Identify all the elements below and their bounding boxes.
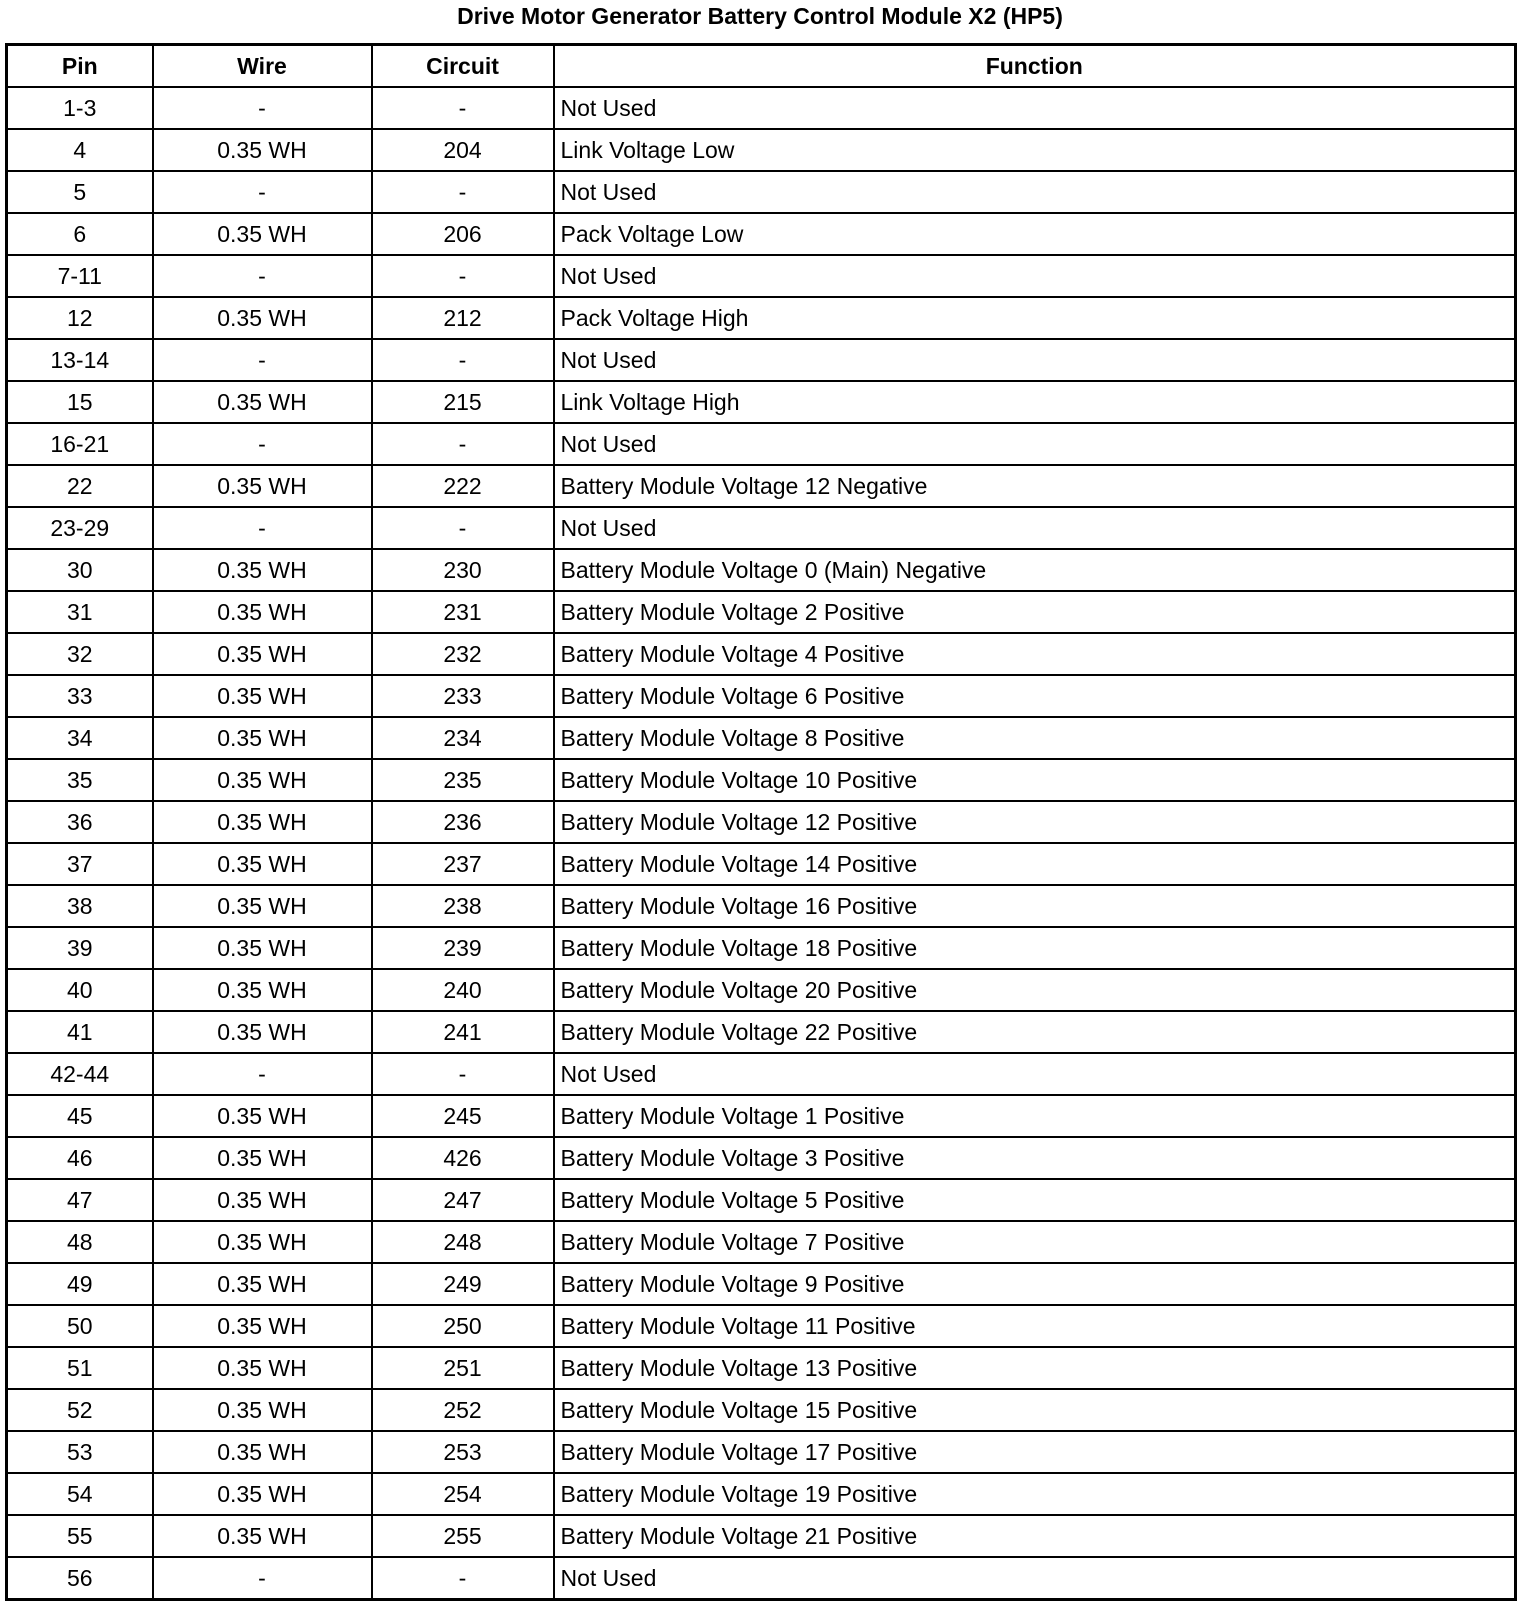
cell-wire: 0.35 WH <box>153 759 372 801</box>
cell-function: Pack Voltage Low <box>554 213 1516 255</box>
cell-function: Battery Module Voltage 19 Positive <box>554 1473 1516 1515</box>
cell-wire: 0.35 WH <box>153 1305 372 1347</box>
cell-circuit: 251 <box>372 1347 554 1389</box>
cell-function: Battery Module Voltage 15 Positive <box>554 1389 1516 1431</box>
cell-circuit: 248 <box>372 1221 554 1263</box>
cell-pin: 47 <box>7 1179 153 1221</box>
cell-circuit: - <box>372 1557 554 1600</box>
cell-circuit: 232 <box>372 633 554 675</box>
cell-wire: - <box>153 507 372 549</box>
cell-function: Battery Module Voltage 20 Positive <box>554 969 1516 1011</box>
cell-circuit: - <box>372 171 554 213</box>
cell-wire: 0.35 WH <box>153 927 372 969</box>
cell-pin: 40 <box>7 969 153 1011</box>
cell-pin: 37 <box>7 843 153 885</box>
cell-function: Battery Module Voltage 22 Positive <box>554 1011 1516 1053</box>
cell-function: Not Used <box>554 507 1516 549</box>
table-row <box>7 1011 1516 1053</box>
cell-wire: 0.35 WH <box>153 801 372 843</box>
cell-wire: 0.35 WH <box>153 1389 372 1431</box>
cell-wire: 0.35 WH <box>153 885 372 927</box>
table-body <box>7 87 1516 1600</box>
cell-pin: 56 <box>7 1557 153 1600</box>
cell-pin: 50 <box>7 1305 153 1347</box>
cell-pin: 13-14 <box>7 339 153 381</box>
table-row <box>7 1557 1516 1600</box>
table-row <box>7 1305 1516 1347</box>
cell-function: Battery Module Voltage 18 Positive <box>554 927 1516 969</box>
cell-pin: 55 <box>7 1515 153 1557</box>
cell-pin: 48 <box>7 1221 153 1263</box>
table-row <box>7 1515 1516 1557</box>
table-row <box>7 1221 1516 1263</box>
table-row <box>7 717 1516 759</box>
cell-pin: 54 <box>7 1473 153 1515</box>
cell-function: Battery Module Voltage 8 Positive <box>554 717 1516 759</box>
cell-wire: - <box>153 171 372 213</box>
cell-function: Battery Module Voltage 6 Positive <box>554 675 1516 717</box>
cell-circuit: 426 <box>372 1137 554 1179</box>
table-row <box>7 297 1516 339</box>
cell-wire: 0.35 WH <box>153 465 372 507</box>
cell-wire: - <box>153 255 372 297</box>
cell-function: Battery Module Voltage 9 Positive <box>554 1263 1516 1305</box>
cell-circuit: - <box>372 87 554 129</box>
cell-function: Battery Module Voltage 12 Negative <box>554 465 1516 507</box>
cell-wire: 0.35 WH <box>153 1515 372 1557</box>
cell-circuit: 233 <box>372 675 554 717</box>
table-row <box>7 1095 1516 1137</box>
cell-function: Battery Module Voltage 10 Positive <box>554 759 1516 801</box>
cell-pin: 22 <box>7 465 153 507</box>
cell-circuit: 252 <box>372 1389 554 1431</box>
table-row <box>7 255 1516 297</box>
cell-pin: 38 <box>7 885 153 927</box>
column-header-function: Function <box>554 45 1516 88</box>
column-header-circuit: Circuit <box>372 45 554 88</box>
table-row <box>7 1347 1516 1389</box>
cell-circuit: 240 <box>372 969 554 1011</box>
cell-pin: 16-21 <box>7 423 153 465</box>
cell-wire: - <box>153 339 372 381</box>
cell-circuit: 241 <box>372 1011 554 1053</box>
cell-wire: 0.35 WH <box>153 633 372 675</box>
cell-function: Not Used <box>554 1053 1516 1095</box>
cell-circuit: 204 <box>372 129 554 171</box>
cell-pin: 33 <box>7 675 153 717</box>
cell-circuit: 253 <box>372 1431 554 1473</box>
table-row <box>7 675 1516 717</box>
cell-function: Battery Module Voltage 21 Positive <box>554 1515 1516 1557</box>
cell-function: Battery Module Voltage 17 Positive <box>554 1431 1516 1473</box>
cell-wire: 0.35 WH <box>153 1137 372 1179</box>
table-header-row <box>7 45 1516 88</box>
cell-pin: 42-44 <box>7 1053 153 1095</box>
cell-circuit: - <box>372 255 554 297</box>
cell-function: Battery Module Voltage 13 Positive <box>554 1347 1516 1389</box>
cell-circuit: 231 <box>372 591 554 633</box>
cell-circuit: 235 <box>372 759 554 801</box>
cell-pin: 52 <box>7 1389 153 1431</box>
cell-pin: 46 <box>7 1137 153 1179</box>
cell-wire: - <box>153 1053 372 1095</box>
cell-wire: 0.35 WH <box>153 843 372 885</box>
cell-circuit: 254 <box>372 1473 554 1515</box>
cell-circuit: - <box>372 423 554 465</box>
cell-function: Not Used <box>554 423 1516 465</box>
cell-wire: 0.35 WH <box>153 675 372 717</box>
cell-wire: 0.35 WH <box>153 1221 372 1263</box>
cell-function: Not Used <box>554 339 1516 381</box>
cell-pin: 30 <box>7 549 153 591</box>
table-row <box>7 1263 1516 1305</box>
table-row <box>7 1473 1516 1515</box>
cell-pin: 45 <box>7 1095 153 1137</box>
cell-wire: 0.35 WH <box>153 213 372 255</box>
cell-function: Battery Module Voltage 1 Positive <box>554 1095 1516 1137</box>
cell-circuit: 237 <box>372 843 554 885</box>
table-row <box>7 801 1516 843</box>
cell-function: Battery Module Voltage 2 Positive <box>554 591 1516 633</box>
table-row <box>7 1389 1516 1431</box>
cell-wire: - <box>153 1557 372 1600</box>
cell-pin: 39 <box>7 927 153 969</box>
table-row <box>7 507 1516 549</box>
table-row <box>7 87 1516 129</box>
cell-function: Battery Module Voltage 0 (Main) Negative <box>554 549 1516 591</box>
cell-pin: 6 <box>7 213 153 255</box>
page-title: Drive Motor Generator Battery Control Module X2 (HP5) <box>457 3 1063 29</box>
cell-circuit: 234 <box>372 717 554 759</box>
table-row <box>7 1137 1516 1179</box>
cell-pin: 4 <box>7 129 153 171</box>
cell-circuit: 212 <box>372 297 554 339</box>
cell-function: Battery Module Voltage 7 Positive <box>554 1221 1516 1263</box>
cell-function: Not Used <box>554 87 1516 129</box>
cell-circuit: - <box>372 1053 554 1095</box>
cell-circuit: 215 <box>372 381 554 423</box>
pinout-table <box>5 43 1517 1601</box>
table-row <box>7 423 1516 465</box>
cell-wire: 0.35 WH <box>153 591 372 633</box>
cell-function: Battery Module Voltage 4 Positive <box>554 633 1516 675</box>
cell-wire: 0.35 WH <box>153 1263 372 1305</box>
cell-pin: 36 <box>7 801 153 843</box>
cell-function: Link Voltage Low <box>554 129 1516 171</box>
cell-wire: 0.35 WH <box>153 129 372 171</box>
table-row <box>7 927 1516 969</box>
cell-wire: 0.35 WH <box>153 717 372 759</box>
cell-wire: 0.35 WH <box>153 1095 372 1137</box>
cell-wire: 0.35 WH <box>153 1347 372 1389</box>
cell-circuit: 236 <box>372 801 554 843</box>
table-row <box>7 339 1516 381</box>
cell-circuit: 255 <box>372 1515 554 1557</box>
cell-wire: 0.35 WH <box>153 381 372 423</box>
cell-pin: 49 <box>7 1263 153 1305</box>
cell-pin: 53 <box>7 1431 153 1473</box>
cell-pin: 15 <box>7 381 153 423</box>
cell-circuit: - <box>372 339 554 381</box>
cell-circuit: 247 <box>372 1179 554 1221</box>
cell-circuit: 249 <box>372 1263 554 1305</box>
cell-wire: 0.35 WH <box>153 1431 372 1473</box>
cell-wire: 0.35 WH <box>153 1473 372 1515</box>
table-row <box>7 969 1516 1011</box>
cell-circuit: 250 <box>372 1305 554 1347</box>
table-row <box>7 759 1516 801</box>
table-row <box>7 129 1516 171</box>
cell-function: Not Used <box>554 255 1516 297</box>
cell-function: Not Used <box>554 1557 1516 1600</box>
cell-function: Link Voltage High <box>554 381 1516 423</box>
table-row <box>7 171 1516 213</box>
cell-pin: 5 <box>7 171 153 213</box>
cell-function: Pack Voltage High <box>554 297 1516 339</box>
cell-wire: 0.35 WH <box>153 1011 372 1053</box>
table-row <box>7 843 1516 885</box>
table-row <box>7 633 1516 675</box>
cell-function: Battery Module Voltage 16 Positive <box>554 885 1516 927</box>
cell-function: Not Used <box>554 171 1516 213</box>
cell-wire: - <box>153 423 372 465</box>
cell-wire: 0.35 WH <box>153 1179 372 1221</box>
column-header-wire: Wire <box>153 45 372 88</box>
cell-circuit: 230 <box>372 549 554 591</box>
cell-circuit: 206 <box>372 213 554 255</box>
cell-function: Battery Module Voltage 14 Positive <box>554 843 1516 885</box>
table-row <box>7 465 1516 507</box>
cell-pin: 51 <box>7 1347 153 1389</box>
table-row <box>7 1431 1516 1473</box>
cell-wire: 0.35 WH <box>153 297 372 339</box>
cell-circuit: - <box>372 507 554 549</box>
cell-pin: 35 <box>7 759 153 801</box>
cell-wire: 0.35 WH <box>153 549 372 591</box>
table-row <box>7 591 1516 633</box>
cell-circuit: 238 <box>372 885 554 927</box>
table-row <box>7 549 1516 591</box>
cell-pin: 7-11 <box>7 255 153 297</box>
column-header-pin: Pin <box>7 45 153 88</box>
table-row <box>7 1179 1516 1221</box>
cell-pin: 31 <box>7 591 153 633</box>
cell-pin: 1-3 <box>7 87 153 129</box>
table-row <box>7 1053 1516 1095</box>
cell-wire: 0.35 WH <box>153 969 372 1011</box>
cell-pin: 12 <box>7 297 153 339</box>
cell-circuit: 239 <box>372 927 554 969</box>
cell-wire: - <box>153 87 372 129</box>
cell-function: Battery Module Voltage 12 Positive <box>554 801 1516 843</box>
cell-function: Battery Module Voltage 3 Positive <box>554 1137 1516 1179</box>
table-row <box>7 381 1516 423</box>
table-row <box>7 885 1516 927</box>
cell-function: Battery Module Voltage 5 Positive <box>554 1179 1516 1221</box>
cell-pin: 34 <box>7 717 153 759</box>
cell-pin: 32 <box>7 633 153 675</box>
table-row <box>7 213 1516 255</box>
cell-pin: 23-29 <box>7 507 153 549</box>
cell-circuit: 222 <box>372 465 554 507</box>
cell-pin: 41 <box>7 1011 153 1053</box>
cell-function: Battery Module Voltage 11 Positive <box>554 1305 1516 1347</box>
cell-circuit: 245 <box>372 1095 554 1137</box>
